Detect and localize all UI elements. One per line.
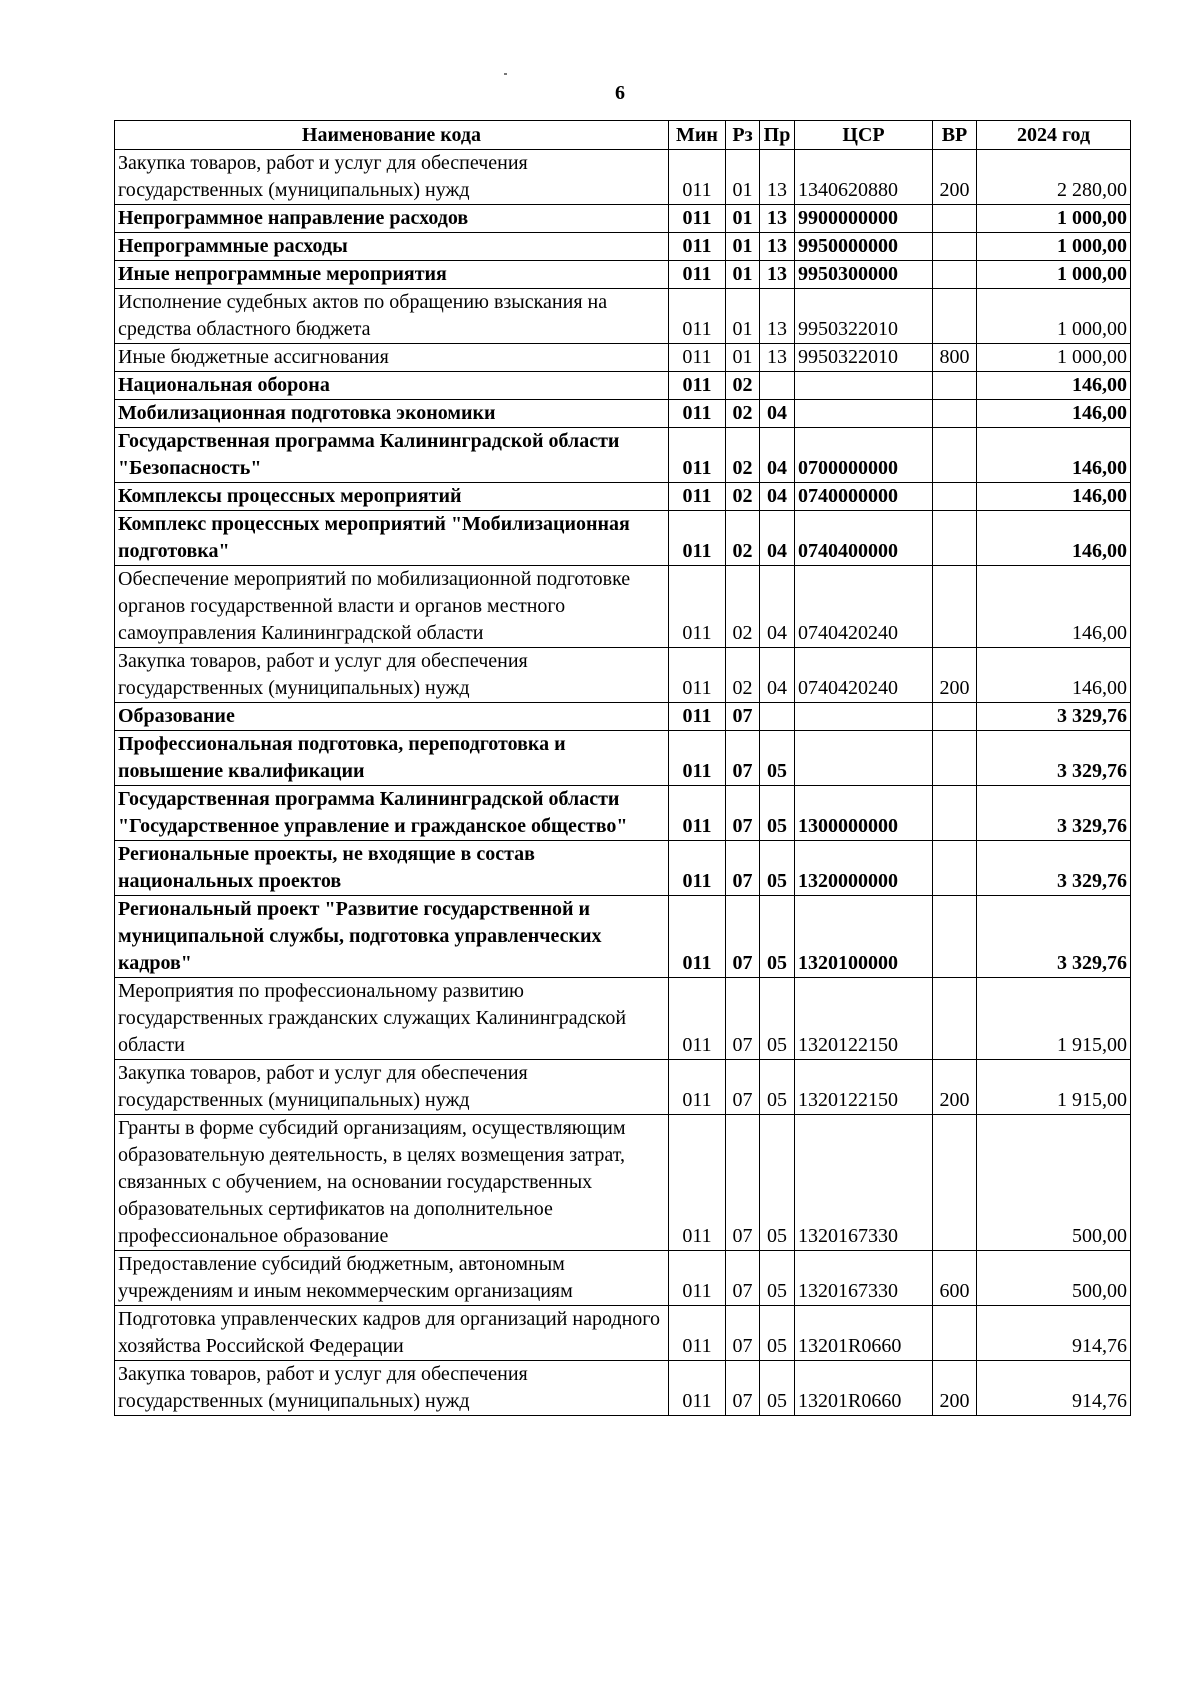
cell-csr: 1320167330 <box>795 1115 933 1251</box>
cell-pr: 05 <box>760 786 795 841</box>
cell-rz: 01 <box>726 344 760 372</box>
cell-csr: 9950000000 <box>795 233 933 261</box>
cell-min: 011 <box>669 205 726 233</box>
cell-amount: 3 329,76 <box>977 703 1131 731</box>
cell-min: 011 <box>669 1115 726 1251</box>
cell-pr <box>760 703 795 731</box>
cell-vr <box>933 233 977 261</box>
table-row <box>115 372 1131 400</box>
cell-csr: 0740420240 <box>795 648 933 703</box>
cell-vr <box>933 896 977 978</box>
cell-min: 011 <box>669 372 726 400</box>
cell-name: Непрограммные расходы <box>115 233 669 261</box>
cell-min: 011 <box>669 566 726 648</box>
cell-pr: 05 <box>760 1115 795 1251</box>
cell-pr: 13 <box>760 233 795 261</box>
cell-name: Предоставление субсидий бюджетным, автономным учреждениям и иным некоммерческим организациям <box>115 1251 669 1306</box>
cell-csr: 13201R0660 <box>795 1361 933 1416</box>
cell-rz: 01 <box>726 289 760 344</box>
cell-csr: 9950300000 <box>795 261 933 289</box>
cell-name: Комплекс процессных мероприятий "Мобилизационная подготовка" <box>115 511 669 566</box>
cell-name: Закупка товаров, работ и услуг для обеспечения государственных (муниципальных) нужд <box>115 150 669 205</box>
cell-pr: 04 <box>760 648 795 703</box>
table-row <box>115 344 1131 372</box>
cell-rz: 01 <box>726 233 760 261</box>
cell-min: 011 <box>669 978 726 1060</box>
cell-csr: 9900000000 <box>795 205 933 233</box>
cell-rz: 02 <box>726 400 760 428</box>
cell-rz: 07 <box>726 1251 760 1306</box>
table-row <box>115 150 1131 205</box>
cell-csr: 1300000000 <box>795 786 933 841</box>
cell-csr <box>795 703 933 731</box>
table-row <box>115 978 1131 1060</box>
cell-rz: 07 <box>726 1060 760 1115</box>
cell-min: 011 <box>669 428 726 483</box>
cell-vr <box>933 483 977 511</box>
table-row <box>115 400 1131 428</box>
cell-rz: 02 <box>726 428 760 483</box>
cell-name: Закупка товаров, работ и услуг для обеспечения государственных (муниципальных) нужд <box>115 1361 669 1416</box>
cell-amount: 3 329,76 <box>977 731 1131 786</box>
cell-name: Иные непрограммные мероприятия <box>115 261 669 289</box>
cell-name: Мобилизационная подготовка экономики <box>115 400 669 428</box>
table-row <box>115 786 1131 841</box>
cell-vr <box>933 372 977 400</box>
cell-min: 011 <box>669 1060 726 1115</box>
cell-min: 011 <box>669 289 726 344</box>
cell-name: Непрограммное направление расходов <box>115 205 669 233</box>
cell-rz: 07 <box>726 978 760 1060</box>
cell-rz: 01 <box>726 205 760 233</box>
cell-pr: 04 <box>760 400 795 428</box>
table-row <box>115 233 1131 261</box>
scan-speck <box>504 73 507 75</box>
table-row <box>115 896 1131 978</box>
cell-pr: 13 <box>760 205 795 233</box>
cell-amount: 1 000,00 <box>977 344 1131 372</box>
cell-pr: 05 <box>760 1060 795 1115</box>
cell-min: 011 <box>669 731 726 786</box>
cell-pr: 04 <box>760 566 795 648</box>
cell-amount: 500,00 <box>977 1251 1131 1306</box>
cell-vr <box>933 786 977 841</box>
cell-pr: 04 <box>760 428 795 483</box>
cell-vr <box>933 400 977 428</box>
cell-vr: 200 <box>933 150 977 205</box>
table-row <box>115 428 1131 483</box>
cell-rz: 02 <box>726 648 760 703</box>
cell-vr: 200 <box>933 1060 977 1115</box>
header-pr: Пр <box>760 121 795 150</box>
cell-min: 011 <box>669 261 726 289</box>
table-row <box>115 1115 1131 1251</box>
cell-min: 011 <box>669 896 726 978</box>
cell-pr: 13 <box>760 150 795 205</box>
cell-amount: 146,00 <box>977 400 1131 428</box>
cell-amount: 146,00 <box>977 648 1131 703</box>
table-row <box>115 205 1131 233</box>
cell-name: Национальная оборона <box>115 372 669 400</box>
budget-table-container <box>114 120 1131 1416</box>
cell-pr: 04 <box>760 483 795 511</box>
cell-min: 011 <box>669 150 726 205</box>
cell-amount: 500,00 <box>977 1115 1131 1251</box>
table-row <box>115 841 1131 896</box>
cell-amount: 2 280,00 <box>977 150 1131 205</box>
cell-csr: 0740400000 <box>795 511 933 566</box>
cell-vr: 200 <box>933 648 977 703</box>
cell-min: 011 <box>669 233 726 261</box>
cell-vr <box>933 205 977 233</box>
cell-vr: 600 <box>933 1251 977 1306</box>
cell-name: Региональные проекты, не входящие в состав национальных проектов <box>115 841 669 896</box>
cell-amount: 146,00 <box>977 483 1131 511</box>
cell-min: 011 <box>669 648 726 703</box>
cell-rz: 02 <box>726 511 760 566</box>
cell-csr: 1320000000 <box>795 841 933 896</box>
cell-vr <box>933 566 977 648</box>
cell-amount: 1 000,00 <box>977 233 1131 261</box>
cell-vr: 800 <box>933 344 977 372</box>
cell-amount: 146,00 <box>977 566 1131 648</box>
cell-name: Обеспечение мероприятий по мобилизационной подготовке органов государственной власти и органов местного самоуправления Калининградской области <box>115 566 669 648</box>
cell-vr <box>933 289 977 344</box>
cell-amount: 146,00 <box>977 511 1131 566</box>
cell-amount: 146,00 <box>977 428 1131 483</box>
cell-csr <box>795 372 933 400</box>
cell-name: Государственная программа Калининградской области "Безопасность" <box>115 428 669 483</box>
cell-csr: 0700000000 <box>795 428 933 483</box>
cell-min: 011 <box>669 483 726 511</box>
table-row <box>115 703 1131 731</box>
cell-min: 011 <box>669 511 726 566</box>
cell-pr: 13 <box>760 289 795 344</box>
cell-pr: 13 <box>760 344 795 372</box>
cell-csr <box>795 400 933 428</box>
cell-pr: 05 <box>760 896 795 978</box>
cell-rz: 07 <box>726 1361 760 1416</box>
cell-amount: 914,76 <box>977 1306 1131 1361</box>
cell-min: 011 <box>669 841 726 896</box>
cell-min: 011 <box>669 786 726 841</box>
cell-pr: 04 <box>760 511 795 566</box>
cell-name: Профессиональная подготовка, переподготовка и повышение квалификации <box>115 731 669 786</box>
header-csr: ЦСР <box>795 121 933 150</box>
cell-pr: 05 <box>760 1251 795 1306</box>
cell-name: Мероприятия по профессиональному развитию государственных гражданских служащих Калининградской области <box>115 978 669 1060</box>
cell-vr <box>933 261 977 289</box>
cell-rz: 07 <box>726 731 760 786</box>
cell-name: Исполнение судебных актов по обращению взыскания на средства областного бюджета <box>115 289 669 344</box>
cell-vr <box>933 511 977 566</box>
cell-pr: 05 <box>760 1306 795 1361</box>
cell-amount: 3 329,76 <box>977 841 1131 896</box>
cell-vr <box>933 703 977 731</box>
cell-rz: 07 <box>726 841 760 896</box>
cell-pr: 05 <box>760 978 795 1060</box>
cell-name: Образование <box>115 703 669 731</box>
cell-csr: 13201R0660 <box>795 1306 933 1361</box>
cell-min: 011 <box>669 344 726 372</box>
cell-vr <box>933 841 977 896</box>
table-row <box>115 1251 1131 1306</box>
table-row <box>115 289 1131 344</box>
header-rz: Рз <box>726 121 760 150</box>
cell-csr: 1320167330 <box>795 1251 933 1306</box>
cell-csr: 9950322010 <box>795 344 933 372</box>
cell-name: Закупка товаров, работ и услуг для обеспечения государственных (муниципальных) нужд <box>115 648 669 703</box>
header-min: Мин <box>669 121 726 150</box>
cell-csr: 1320122150 <box>795 1060 933 1115</box>
cell-csr: 9950322010 <box>795 289 933 344</box>
cell-min: 011 <box>669 1306 726 1361</box>
cell-pr: 05 <box>760 1361 795 1416</box>
cell-name: Государственная программа Калининградской области "Государственное управление и гражданское общество" <box>115 786 669 841</box>
cell-name: Гранты в форме субсидий организациям, осуществляющим образовательную деятельность, в целях возмещения затрат, связанных с обучением, на основании государственных образовательных сертификатов на дополнительное профессиональное образование <box>115 1115 669 1251</box>
table-row <box>115 566 1131 648</box>
cell-rz: 07 <box>726 1306 760 1361</box>
table-row <box>115 483 1131 511</box>
cell-rz: 02 <box>726 483 760 511</box>
cell-amount: 3 329,76 <box>977 786 1131 841</box>
cell-rz: 01 <box>726 261 760 289</box>
cell-amount: 1 000,00 <box>977 289 1131 344</box>
budget-table <box>114 120 1131 1416</box>
header-vr: ВР <box>933 121 977 150</box>
cell-csr: 0740000000 <box>795 483 933 511</box>
cell-name: Подготовка управленческих кадров для организаций народного хозяйства Российской Федерации <box>115 1306 669 1361</box>
cell-amount: 914,76 <box>977 1361 1131 1416</box>
cell-name: Комплексы процессных мероприятий <box>115 483 669 511</box>
cell-rz: 07 <box>726 786 760 841</box>
table-row <box>115 261 1131 289</box>
cell-pr: 13 <box>760 261 795 289</box>
cell-name: Закупка товаров, работ и услуг для обеспечения государственных (муниципальных) нужд <box>115 1060 669 1115</box>
cell-amount: 1 915,00 <box>977 1060 1131 1115</box>
cell-csr: 0740420240 <box>795 566 933 648</box>
cell-rz: 07 <box>726 703 760 731</box>
table-row <box>115 648 1131 703</box>
table-row <box>115 731 1131 786</box>
table-row <box>115 1306 1131 1361</box>
table-row <box>115 1361 1131 1416</box>
cell-rz: 02 <box>726 566 760 648</box>
cell-csr <box>795 731 933 786</box>
cell-rz: 07 <box>726 896 760 978</box>
table-row <box>115 1060 1131 1115</box>
cell-pr: 05 <box>760 841 795 896</box>
cell-vr <box>933 1115 977 1251</box>
header-name: Наименование кода <box>115 121 669 150</box>
cell-vr <box>933 731 977 786</box>
page-number: 6 <box>615 82 625 104</box>
cell-min: 011 <box>669 400 726 428</box>
cell-csr: 1320122150 <box>795 978 933 1060</box>
cell-rz: 02 <box>726 372 760 400</box>
cell-rz: 01 <box>726 150 760 205</box>
cell-min: 011 <box>669 1361 726 1416</box>
cell-pr: 05 <box>760 731 795 786</box>
cell-vr <box>933 1306 977 1361</box>
cell-amount: 146,00 <box>977 372 1131 400</box>
header-year: 2024 год <box>977 121 1131 150</box>
cell-amount: 1 915,00 <box>977 978 1131 1060</box>
cell-pr <box>760 372 795 400</box>
cell-name: Иные бюджетные ассигнования <box>115 344 669 372</box>
cell-vr: 200 <box>933 1361 977 1416</box>
cell-min: 011 <box>669 1251 726 1306</box>
cell-amount: 1 000,00 <box>977 205 1131 233</box>
cell-vr <box>933 978 977 1060</box>
cell-rz: 07 <box>726 1115 760 1251</box>
cell-amount: 1 000,00 <box>977 261 1131 289</box>
cell-amount: 3 329,76 <box>977 896 1131 978</box>
header-row <box>115 121 1131 150</box>
cell-vr <box>933 428 977 483</box>
cell-min: 011 <box>669 703 726 731</box>
cell-csr: 1320100000 <box>795 896 933 978</box>
table-row <box>115 511 1131 566</box>
cell-name: Региональный проект "Развитие государственной и муниципальной службы, подготовка управленческих кадров" <box>115 896 669 978</box>
cell-csr: 1340620880 <box>795 150 933 205</box>
